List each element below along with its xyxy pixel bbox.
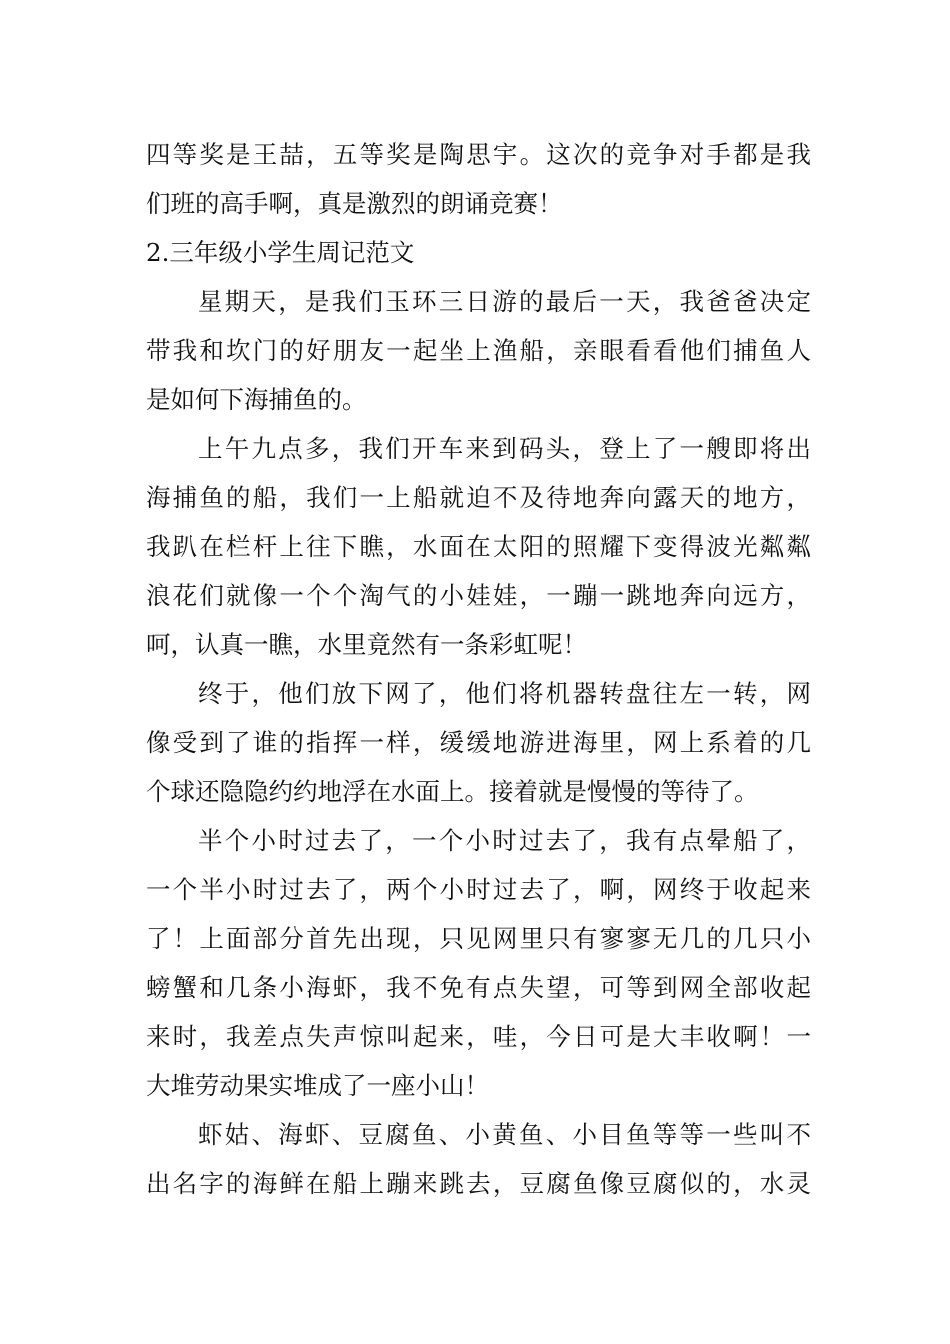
text-line: 星期天，是我们玉环三日游的最后一天，我爸爸决定	[198, 287, 811, 316]
text-line: 浪花们就像一个个淘气的小娃娃，一蹦一跳地奔向远方，	[146, 581, 811, 610]
text-line: 了！上面部分首先出现，只见网里只有寥寥无几的几只小	[146, 924, 811, 953]
text-line: 我趴在栏杆上往下瞧，水面在太阳的照耀下变得波光粼粼	[146, 532, 811, 561]
text-line: 虾姑、海虾、豆腐鱼、小黄鱼、小目鱼等等一些叫不	[198, 1120, 811, 1149]
text-line: 来时，我差点失声惊叫起来，哇，今日可是大丰收啊！一	[146, 1022, 811, 1051]
text-line: 出名字的海鲜在船上蹦来跳去，豆腐鱼像豆腐似的，水灵	[146, 1169, 811, 1198]
text-line: 四等奖是王喆，五等奖是陶思宇。这次的竞争对手都是我	[146, 140, 811, 169]
text-line: 个球还隐隐约约地浮在水面上。接着就是慢慢的等待了。	[146, 777, 759, 806]
text-line: 螃蟹和几条小海虾，我不免有点失望，可等到网全部收起	[146, 973, 811, 1002]
document-body	[146, 130, 811, 1208]
text-line: 像受到了谁的指挥一样，缓缓地游进海里，网上系着的几	[146, 728, 811, 757]
text-line: 半个小时过去了，一个小时过去了，我有点晕船了，	[198, 826, 811, 855]
text-line: 呵，认真一瞧，水里竟然有一条彩虹呢！	[146, 630, 587, 659]
text-line: 终于，他们放下网了，他们将机器转盘往左一转，网	[198, 679, 811, 708]
text-line: 2.三年级小学生周记范文	[146, 238, 415, 267]
text-line: 海捕鱼的船，我们一上船就迫不及待地奔向露天的地方，	[146, 483, 811, 512]
text-line: 大堆劳动果实堆成了一座小山！	[146, 1071, 489, 1100]
text-line: 带我和坎门的好朋友一起坐上渔船，亲眼看看他们捕鱼人	[146, 336, 811, 365]
text-line: 一个半小时过去了，两个小时过去了，啊，网终于收起来	[146, 875, 811, 904]
text-line: 是如何下海捕鱼的。	[146, 385, 367, 414]
text-line: 们班的高手啊，真是激烈的朗诵竞赛！	[146, 189, 563, 218]
text-line: 上午九点多，我们开车来到码头，登上了一艘即将出	[198, 434, 811, 463]
